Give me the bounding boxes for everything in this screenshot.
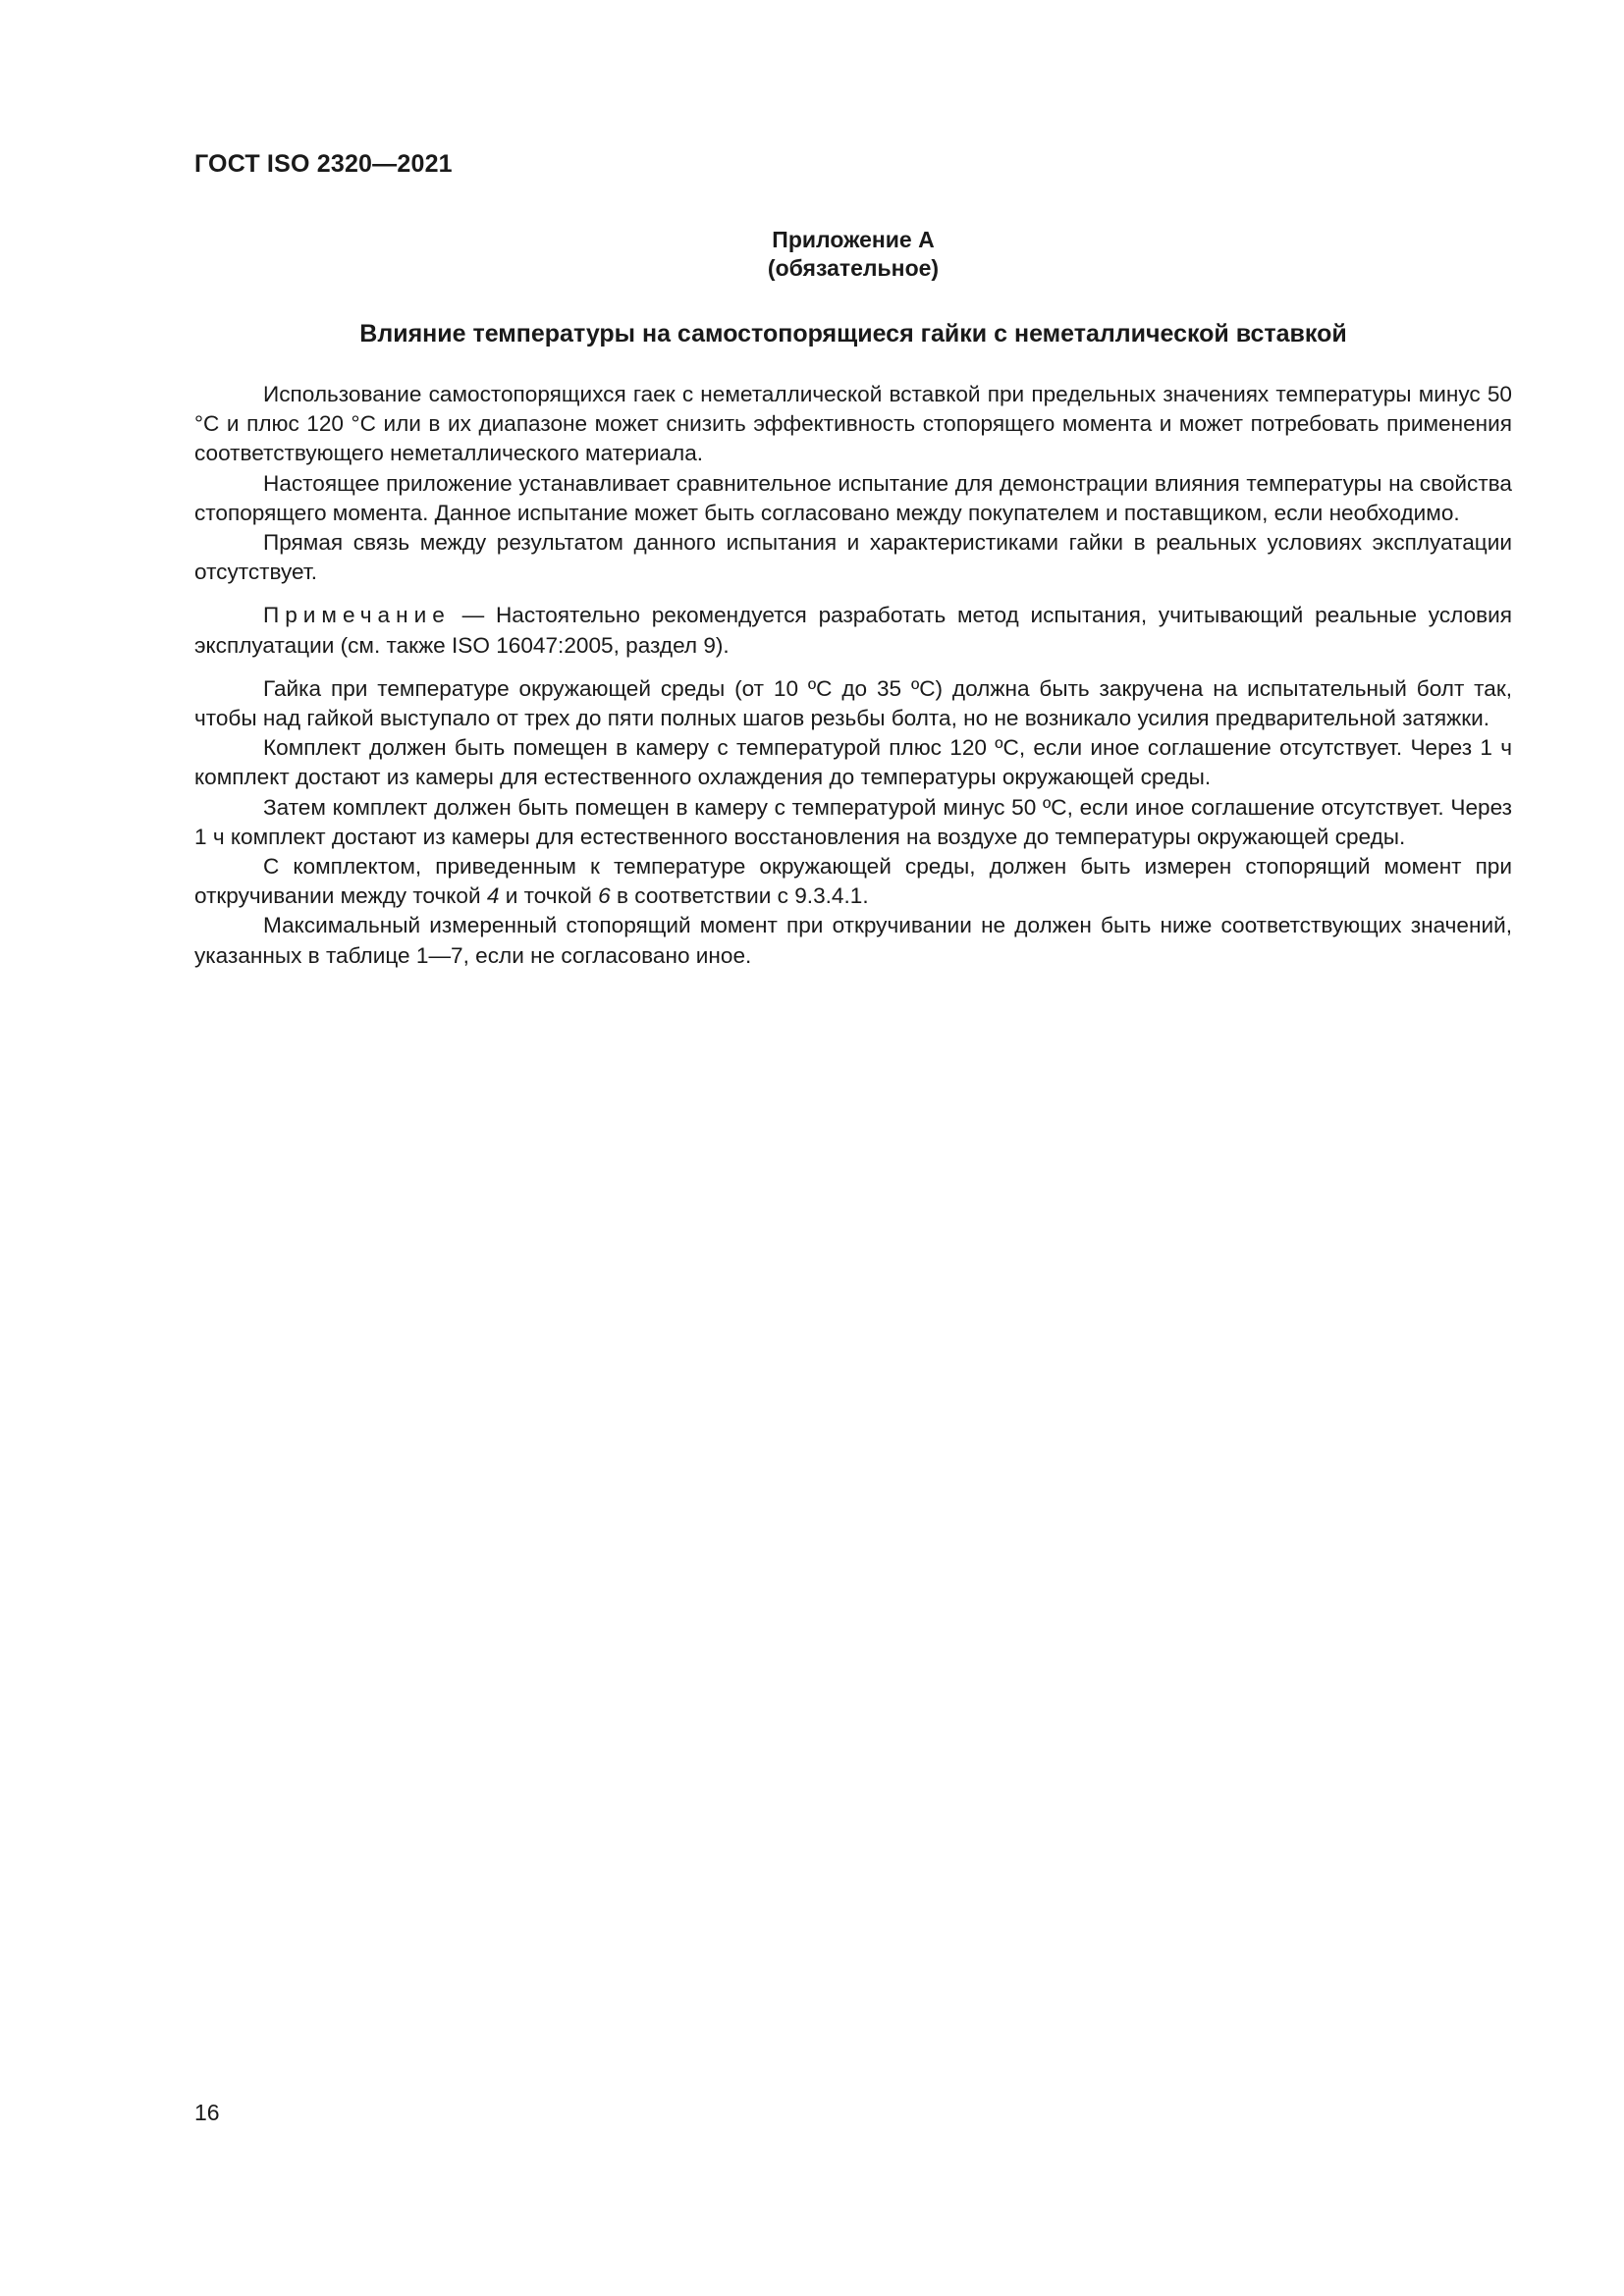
note-label: Примечание xyxy=(263,603,451,628)
page-number: 16 xyxy=(194,2100,220,2125)
paragraph-7-end: в соответствии с 9.3.4.1. xyxy=(610,883,869,909)
annex-heading xyxy=(194,226,1512,283)
paragraph-3: Прямая связь между результатом данного испытания и характеристиками гайки в реальных условиях эксплуатации отсутствует. xyxy=(194,530,1512,585)
paragraph-7-start: С комплектом, приведенным к температуре окружающей среды, должен быть измерен стопорящий момент при откручивании между точкой xyxy=(194,854,1512,909)
paragraph-4: Гайка при температуре окружающей среды (от 10 ºС до 35 ºС) должна быть закручена на испытательный болт так, чтобы над гайкой выступало от трех до пяти полных шагов резьбы болта, но не возникало усилия предварительной затяжки. xyxy=(194,675,1512,731)
annex-body xyxy=(194,380,1512,971)
annex-label: Приложение А xyxy=(772,227,935,252)
note-text: — Настоятельно рекомендуется разработать метод испытания, учитывающий реальные условия эксплуатации (см. также ISO 16047:2005, раздел 9). xyxy=(194,603,1512,658)
document-code-header: ГОСТ ISO 2320—2021 xyxy=(194,150,453,178)
annex-title: Влияние температуры на самостопорящиеся гайки с неметаллической вставкой xyxy=(359,320,1347,347)
annex-status: (обязательное) xyxy=(767,255,940,281)
paragraph-2: Настоящее приложение устанавливает сравнительное испытание для демонстрации влияния температуры на свойства стопорящего момента. Данное испытание может быть согласовано между покупателем и поставщиком, если необходимо. xyxy=(194,470,1512,525)
paragraph-7 xyxy=(194,852,1512,911)
paragraph-8: Максимальный измеренный стопорящий момент при откручивании не должен быть ниже соответствующих значений, указанных в таблице 1—7, если не согласовано иное. xyxy=(194,913,1512,968)
paragraph-6: Затем комплект должен быть помещен в камеру с температурой минус 50 ºС, если иное соглашение отсутствует. Через 1 ч комплект достают из камеры для естественного восстановления на воздухе до температуры окружающей среды. xyxy=(194,794,1512,849)
paragraph-1: Использование самостопорящихся гаек с неметаллической вставкой при предельных значениях температуры минус 50 °С и плюс 120 °С или в их диапазоне может снизить эффективность стопорящего момента и может потребовать применения соответствующего неметаллического материала. xyxy=(194,382,1512,466)
paragraph-5: Комплект должен быть помещен в камеру с температурой плюс 120 ºС, если иное соглашение отсутствует. Через 1 ч комплект достают из камеры для естественного охлаждения до температуры окружающей среды. xyxy=(194,735,1512,790)
point-4-ref: 4 xyxy=(486,883,500,909)
note-paragraph xyxy=(194,601,1512,660)
point-6-ref: 6 xyxy=(598,883,611,909)
paragraph-7-mid: и точкой xyxy=(499,883,599,909)
